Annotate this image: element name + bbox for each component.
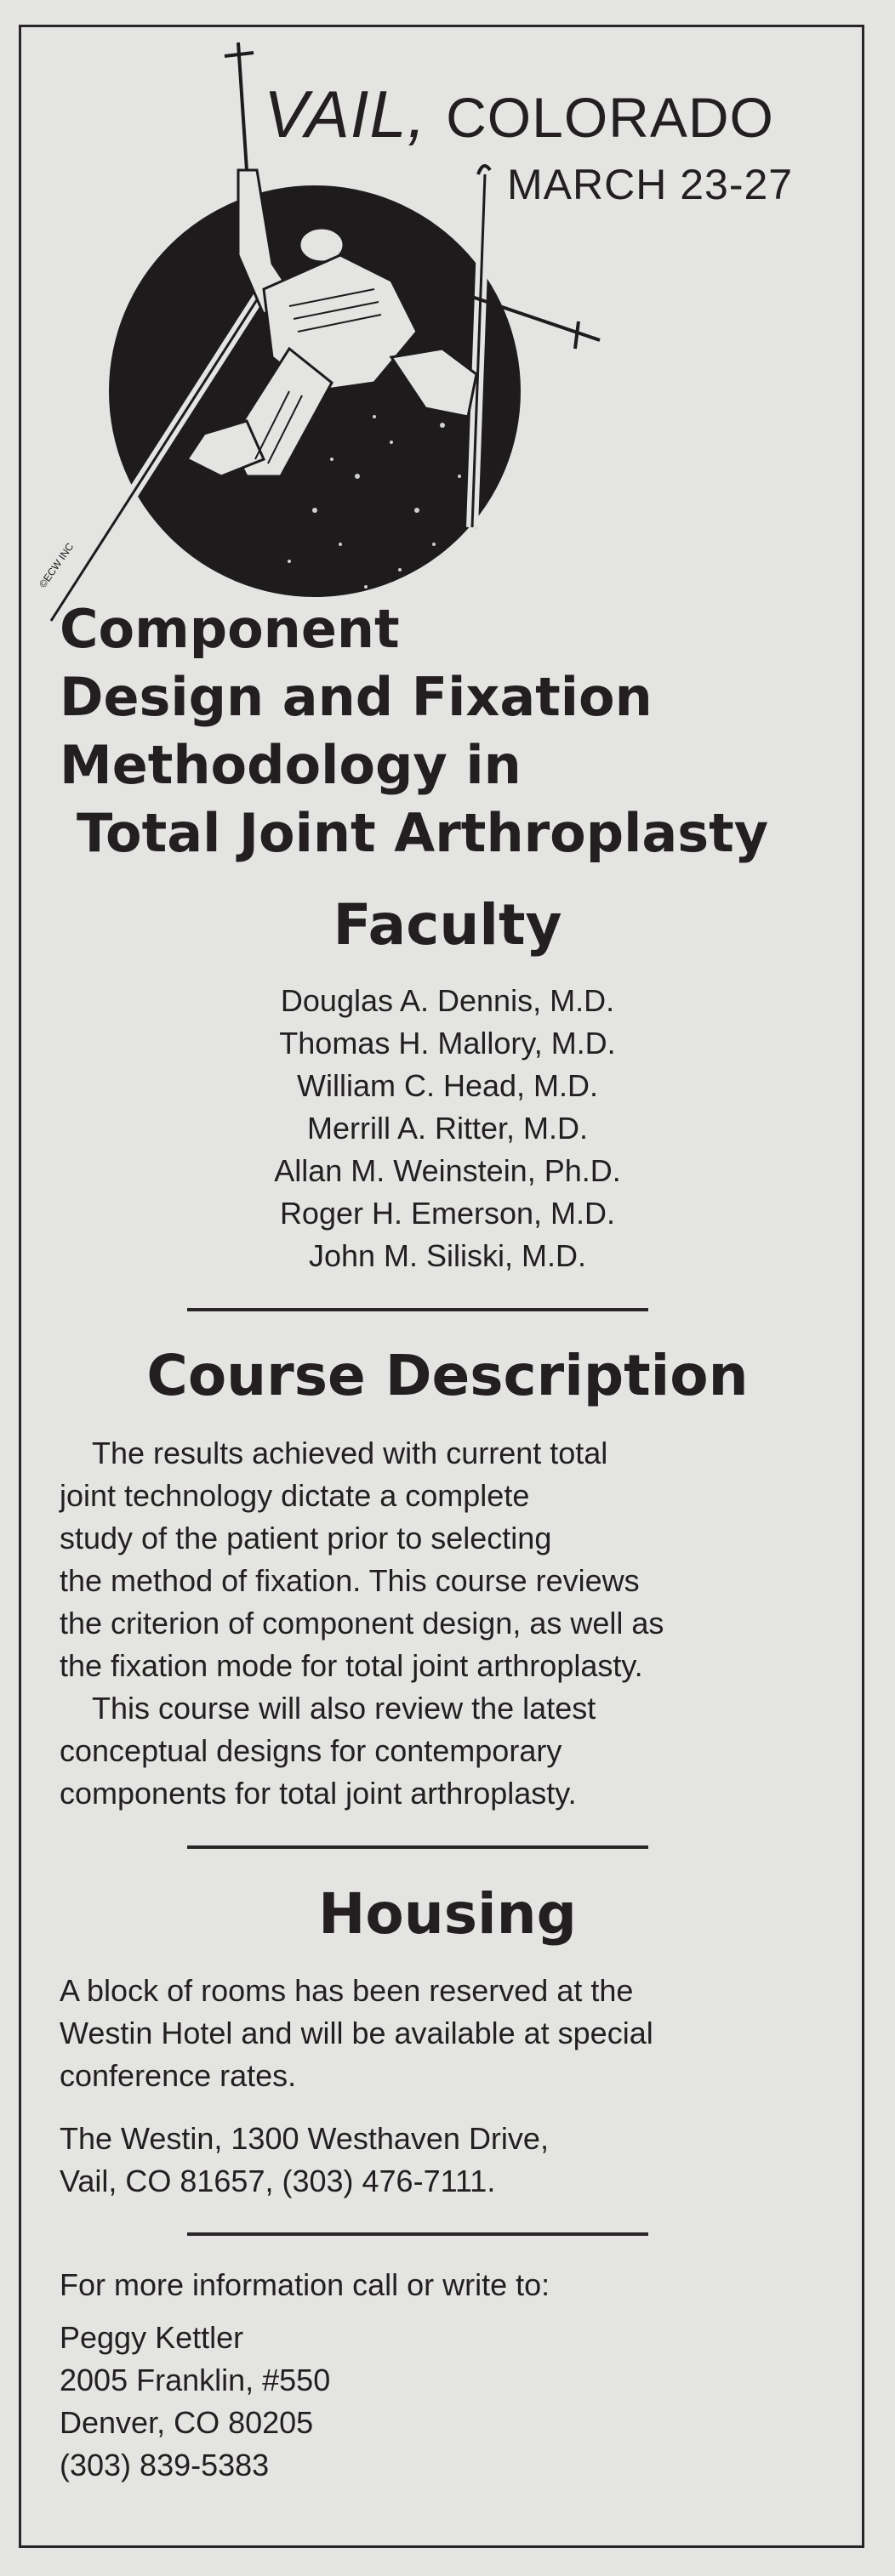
faculty-heading: Faculty: [333, 892, 562, 958]
description-line: the fixation mode for total joint arthroplasty.: [60, 1648, 643, 1683]
title-line: Design and Fixation: [60, 666, 653, 728]
artist-signature: ©ECW INC: [36, 540, 77, 590]
description-line: components for total joint arthroplasty.: [60, 1776, 577, 1811]
description-line: the method of fixation. This course reviews: [60, 1563, 640, 1598]
faculty-member: Douglas A. Dennis, M.D.: [280, 983, 615, 1018]
description-line: the criterion of component design, as well as: [60, 1606, 664, 1641]
section-divider: [187, 1845, 648, 1849]
housing-line: conference rates.: [60, 2058, 297, 2093]
city-name: VAIL,: [264, 77, 427, 151]
contact-intro: [60, 2264, 550, 2306]
section-divider: [187, 1308, 648, 1311]
description-line: conceptual designs for contemporary: [60, 1733, 562, 1768]
section-divider: [187, 2232, 648, 2236]
title-line: Component: [60, 598, 400, 660]
address-line: Vail, CO 81657, (303) 476-7111.: [60, 2164, 496, 2198]
contact-details: [60, 2317, 330, 2487]
housing-text: [60, 1970, 653, 2097]
faculty-member: Thomas H. Mallory, M.D.: [279, 1026, 616, 1061]
faculty-member: Allan M. Weinstein, Ph.D.: [274, 1153, 621, 1188]
description-line: This course will also review the latest: [92, 1691, 596, 1726]
faculty-member: Merrill A. Ritter, M.D.: [306, 1111, 589, 1146]
description-line: study of the patient prior to selecting: [60, 1521, 552, 1555]
course-description-heading: Course Description: [146, 1343, 749, 1408]
address-line: The Westin, 1300 Westhaven Drive,: [60, 2121, 549, 2156]
contact-phone: (303) 839-5383: [60, 2448, 270, 2482]
description-line: The results achieved with current total: [92, 1436, 608, 1470]
title-line: Total Joint Arthroplasty: [77, 802, 769, 864]
contact-street: 2005 Franklin, #550: [60, 2363, 331, 2397]
upper-pole: [238, 43, 247, 170]
event-dates: MARCH 23-27: [507, 161, 794, 208]
contact-intro-text: For more information call or write to:: [60, 2267, 550, 2302]
contact-name: Peggy Kettler: [60, 2320, 244, 2355]
description-line: joint technology dictate a complete: [60, 1478, 530, 1513]
state-name: COLORADO: [446, 86, 774, 149]
faculty-list: [0, 980, 895, 1277]
course-description-text: [60, 1432, 664, 1815]
contact-city: Denver, CO 80205: [60, 2405, 314, 2440]
course-title: [60, 595, 768, 867]
location-city: [264, 77, 774, 151]
title-line: Methodology in: [60, 734, 522, 796]
faculty-member: John M. Siliski, M.D.: [308, 1238, 587, 1273]
faculty-member: Roger H. Emerson, M.D.: [279, 1196, 616, 1231]
housing-heading: Housing: [318, 1881, 577, 1947]
housing-line: Westin Hotel and will be available at special: [60, 2016, 653, 2050]
faculty-member: William C. Head, M.D.: [296, 1068, 599, 1103]
housing-line: A block of rooms has been reserved at the: [60, 1973, 634, 2008]
hotel-address: [60, 2118, 549, 2203]
